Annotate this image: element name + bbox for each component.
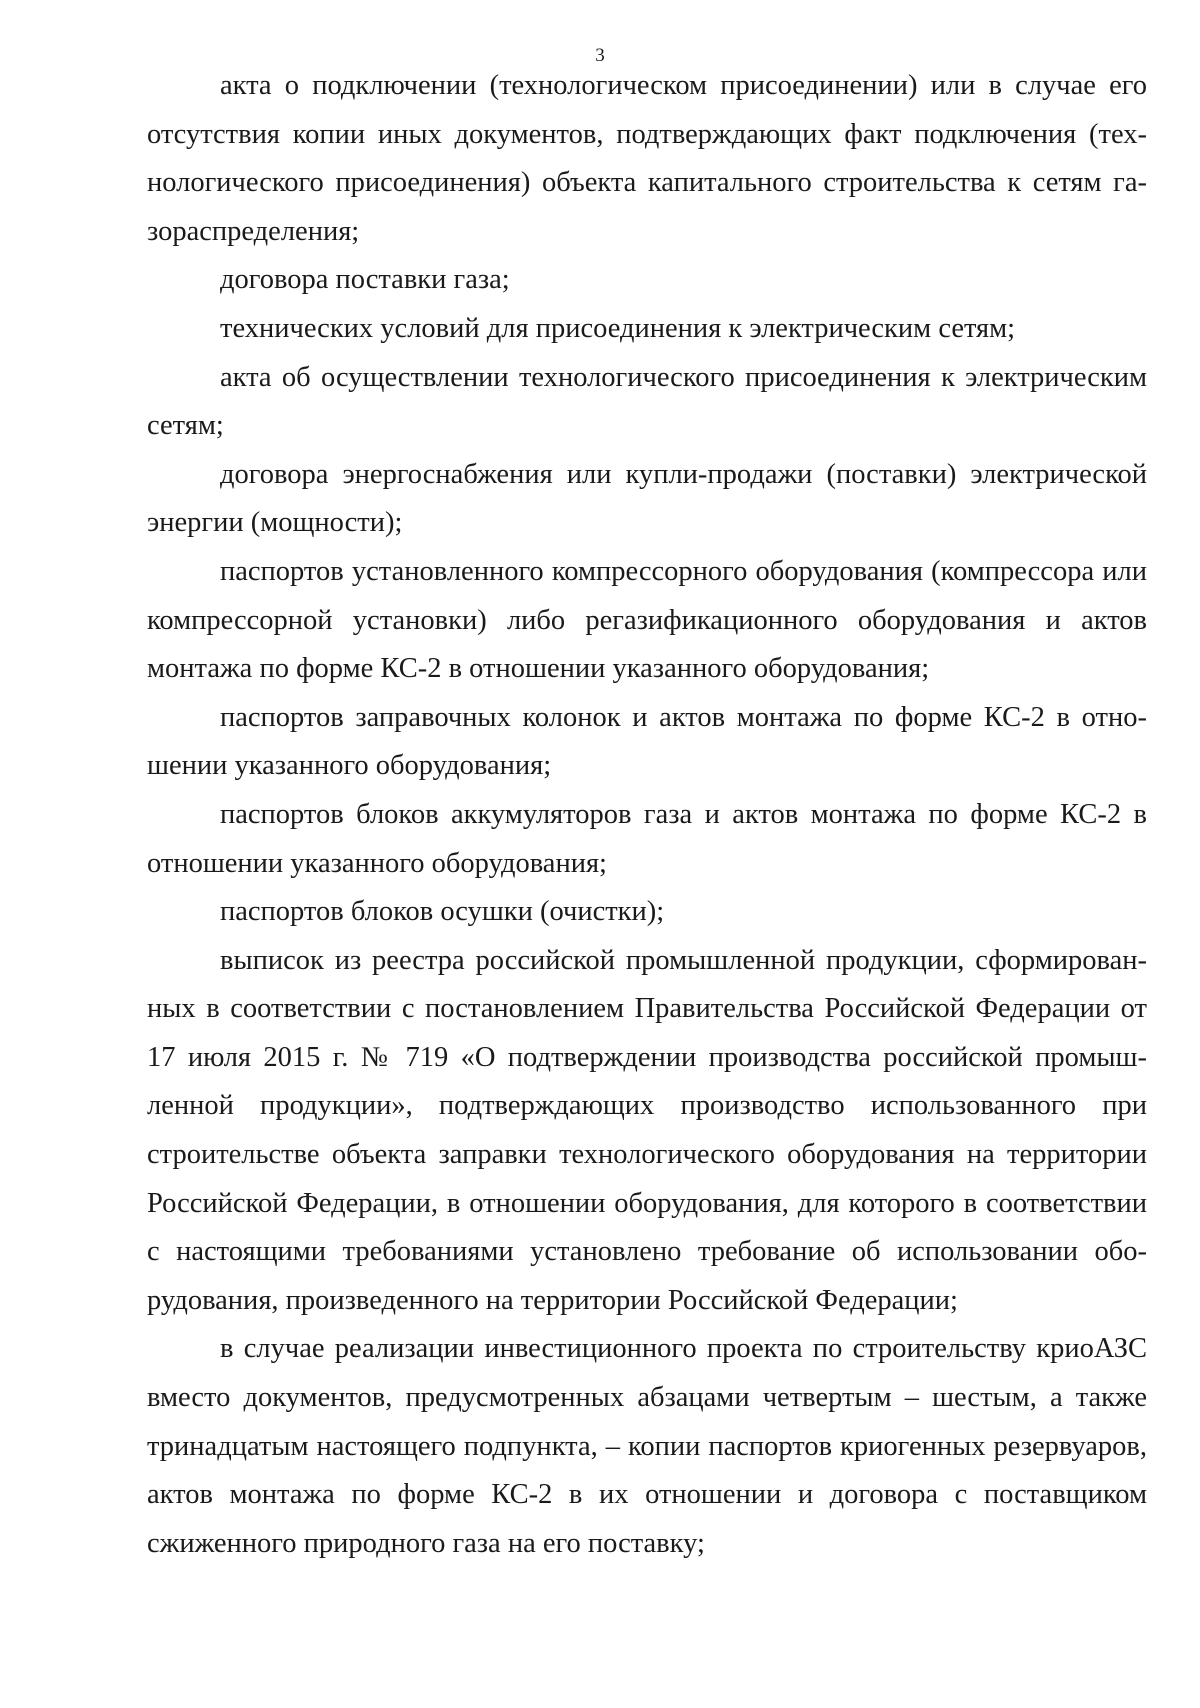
document-body (147, 62, 1147, 1568)
paragraph-drying-unit-passports: паспортов блоков осушки (очистки); (220, 896, 665, 928)
page-number: 3 (595, 45, 605, 66)
paragraph-gas-accumulator-passports: паспортов блоков аккумуляторов газа и актов монтажа по форме КС-2 в отношении указанного оборудования; (147, 798, 1147, 879)
paragraph-act-electric-connection: акта об осуществлении технологического присоединения к электрическим сетям; (147, 361, 1147, 442)
paragraph-technical-conditions: технических условий для присоединения к электрическим сетям; (220, 312, 1016, 344)
paragraph-cryo-station: в случае реализации инвестиционного проекта по строительству криоАЗС вместо документов, предусмотренных абзацами четвертым – шестым, а также тринадцатым настоящего подпункта, – копии паспортов криогенных резервуаров, актов монтажа по форме КС-2 в их отношении и договора с поставщиком сжиженного природного газа на его поставку; (147, 1333, 1147, 1559)
paragraph-compressor-passports: паспортов установленного компрессорного оборудования (компрессора или компрессорной установки) либо регазификационного оборудования и актов монтажа по форме КС-2 в отношении указанного оборудования; (147, 555, 1147, 685)
paragraph-gas-supply-contract: договора поставки газа; (220, 264, 510, 296)
paragraph-dispenser-passports: паспортов заправочных колонок и актов монтажа по форме КС-2 в отношении указанного оборудования; (147, 701, 1147, 782)
paragraph-registry-extracts: выписок из реестра российской промышленной продукции, сформированных в соответствии с постановлением Правительства Российской Федерации от 17 июля 2015 г. № 719 «О подтверждении производства российской промышленной продукции», подтверждающих производство использованного при строительстве объекта заправки технологического оборудования на территории Российской Федерации, в отношении оборудования, для которого в соответствии с настоящими требованиями установлено требование об использовании оборудования, произведенного на территории Российской Федерации; (147, 944, 1147, 1316)
paragraph-energy-supply-contract: договора энергоснабжения или купли-продажи (поставки) электрической энергии (мощности); (147, 458, 1147, 539)
paragraph-act-connection: акта о подключении (технологическом присоединении) или в случае его отсутствия копии иных документов, подтверждающих факт подключения (технологического присоединения) объекта капитального строительства к сетям газораспределения; (147, 70, 1147, 247)
